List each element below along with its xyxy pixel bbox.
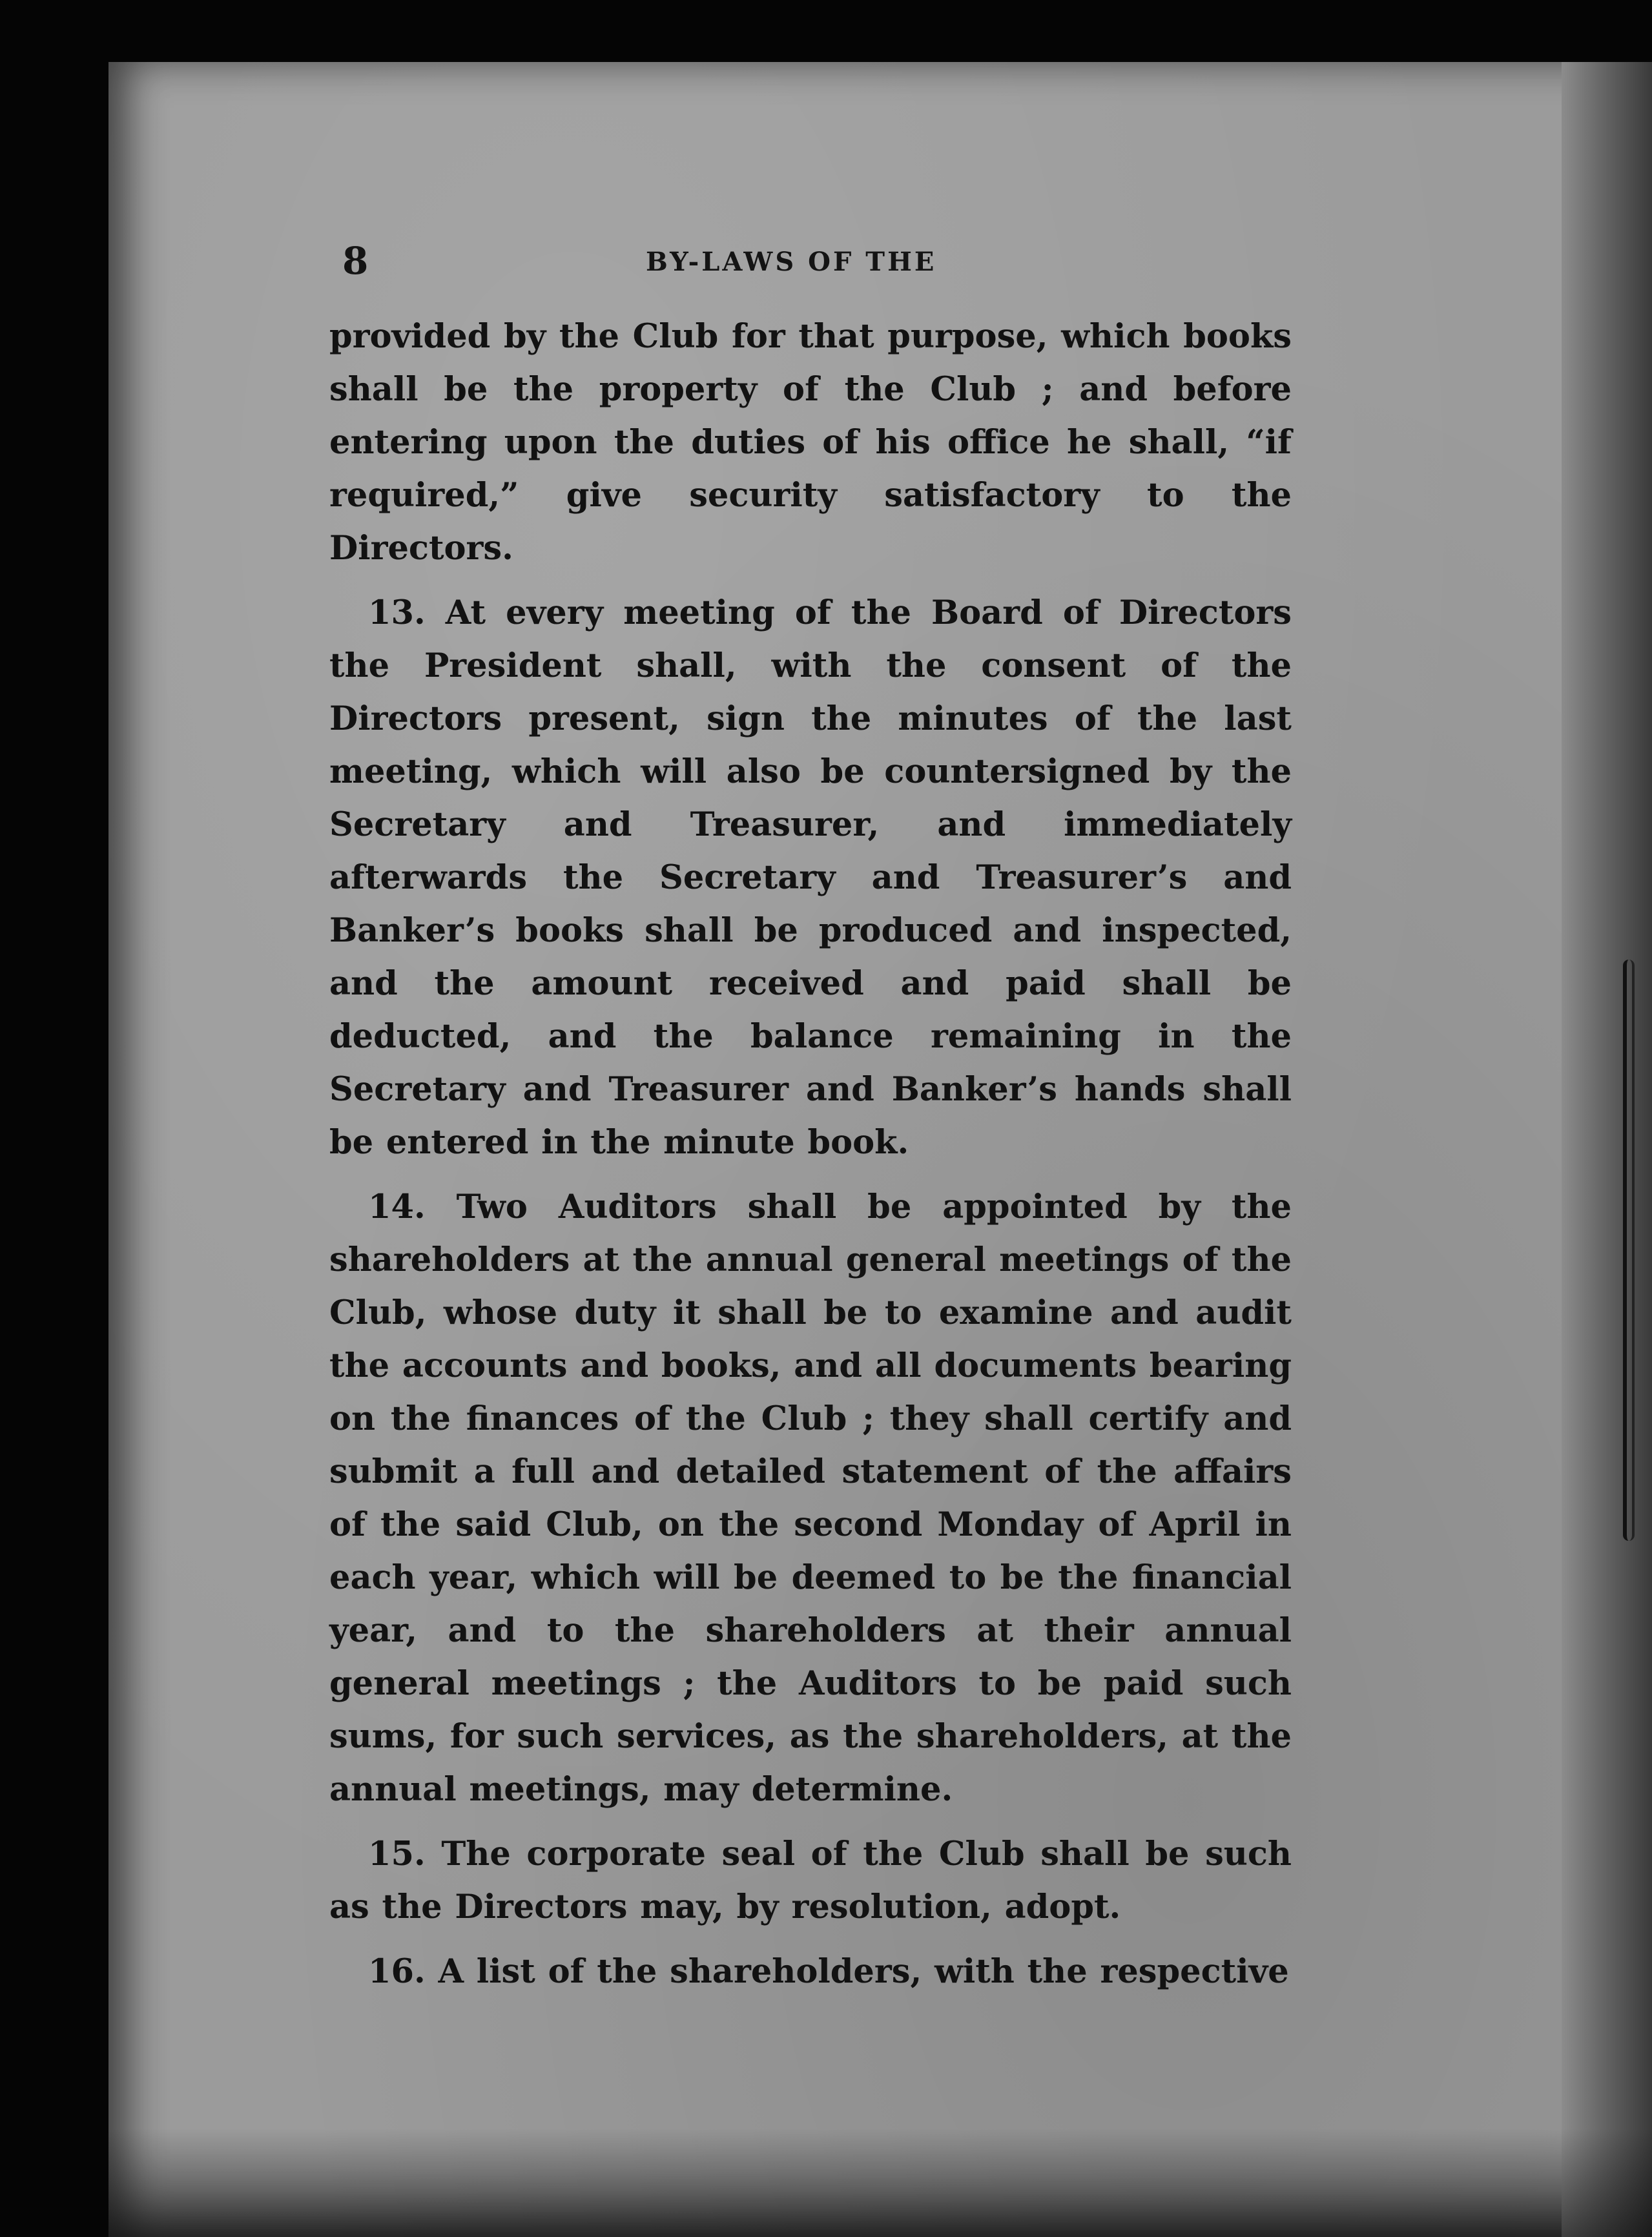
page-bottom-shadow — [108, 2129, 1652, 2237]
page-gutter-shadow — [1562, 62, 1652, 2237]
paragraph-continuation: provided by the Club for that purpose, which books shall be the property of the Club ; and before entering upon the duties of his office he shall, “if required,” give security satisfactory to the Directors. — [329, 317, 1292, 568]
paragraph-section-16: 16. A list of the shareholders, with the respective — [368, 1952, 1289, 1991]
page-number: 8 — [342, 239, 369, 283]
running-header — [342, 239, 1427, 284]
binding-edge — [1623, 960, 1635, 1541]
paragraph-section-15: 15. The corporate seal of the Club shall be such as the Directors may, by resolution, adopt. — [329, 1835, 1292, 1926]
page-body — [329, 310, 1292, 2010]
paragraph-section-14: 14. Two Auditors shall be appointed by the shareholders at the annual general meetings of the Club, whose duty it shall be to examine and audit the accounts and books, and all documents bearing on the finances of the Club ; they shall certify and submit a full and detailed statement of the affairs of the said Club, on the second Monday of April in each year, which will be deemed to be the financial year, and to the shareholders at their annual general meetings ; the Auditors to be paid such sums, for such services, as the shareholders, at the annual meetings, may determine. — [329, 1188, 1292, 1809]
running-title: BY-LAWS OF THE — [646, 247, 937, 277]
paragraph-section-13: 13. At every meeting of the Board of Directors the President shall, with the consent of the Directors present, sign the minutes of the last meeting, which will also be countersigned by the Secretary and Treasurer, and immediately afterwards the Secretary and Treasurer’s and Banker’s books shall be produced and inspected, and the amount received and paid shall be deducted, and the balance remaining in the Secretary and Treasurer and Banker’s hands shall be entered in the minute book. — [329, 593, 1292, 1162]
